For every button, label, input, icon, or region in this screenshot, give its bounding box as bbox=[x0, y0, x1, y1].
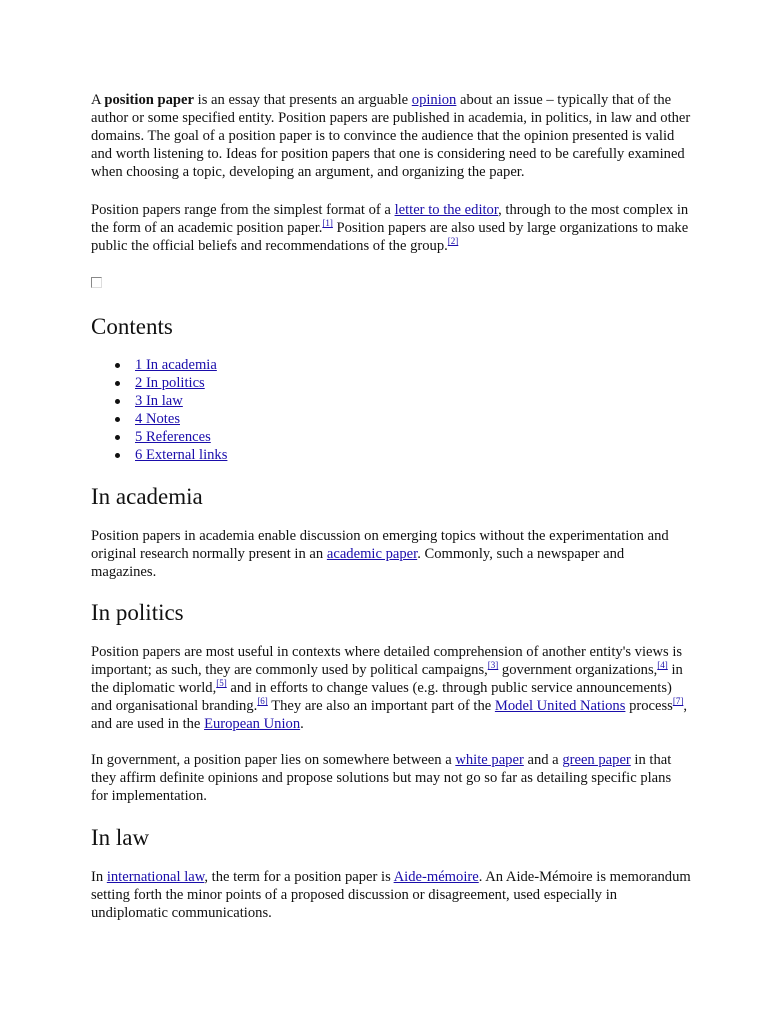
toc-link-in-politics[interactable]: 2 In politics bbox=[135, 375, 205, 391]
government-text-middle: and a bbox=[523, 752, 563, 768]
contents-heading: Contents bbox=[91, 314, 173, 339]
toc-link-in-law[interactable]: 3 In law bbox=[135, 393, 183, 409]
academia-paragraph bbox=[91, 527, 691, 581]
reference-link-7[interactable]: [7] bbox=[672, 696, 684, 706]
green-paper-link[interactable]: green paper bbox=[562, 752, 631, 768]
toc-item bbox=[91, 410, 227, 428]
formats-text-end: Position papers are also used by large organizations to make public the official beliefs and recommendations of the group. bbox=[91, 220, 689, 254]
politics-text-6: process bbox=[625, 698, 673, 714]
law-text-end: . An Aide-Mémoire is memorandum setting forth the minor points of a proposed discussion or disagreement, used especially in undiplomatic communications. bbox=[91, 869, 691, 921]
politics-text-1: Position papers are most useful in contexts where detailed comprehension of another entity's views is important; as such, they are commonly used by political campaigns, bbox=[91, 644, 683, 678]
politics-text-2: government organizations, bbox=[498, 662, 658, 678]
toc-item bbox=[91, 356, 227, 374]
government-text-start: In government, a position paper lies on somewhere between a bbox=[91, 752, 456, 768]
opinion-link[interactable]: opinion bbox=[411, 92, 457, 108]
toc-item bbox=[91, 446, 227, 464]
formats-paragraph bbox=[91, 201, 691, 255]
formats-text-start: Position papers range from the simplest format of a bbox=[91, 202, 395, 218]
law-text-start: In bbox=[91, 869, 107, 885]
reference-link-3[interactable]: [3] bbox=[487, 660, 499, 670]
aide-memoire-link[interactable]: Aide-mémoire bbox=[393, 869, 479, 885]
intro-paragraph bbox=[91, 91, 691, 181]
academic-paper-link[interactable]: academic paper bbox=[326, 546, 418, 562]
intro-text-start: A bbox=[91, 92, 105, 108]
politics-paragraph bbox=[91, 643, 691, 733]
reference-link-6[interactable]: [6] bbox=[257, 696, 268, 706]
academia-text-end: . Commonly, such a newspaper and magazines. bbox=[91, 546, 625, 580]
reference-link-1[interactable]: [1] bbox=[322, 218, 333, 228]
toc-link-references[interactable]: 5 References bbox=[135, 429, 211, 445]
law-paragraph bbox=[91, 868, 691, 922]
politics-text-8: . bbox=[300, 716, 304, 732]
government-text-end: in that they affirm definite opinions and propose solutions but may not go so far as detailing specific plans for implementation. bbox=[91, 752, 672, 804]
international-law-link[interactable]: international law bbox=[106, 869, 205, 885]
model-united-nations-link[interactable]: Model United Nations bbox=[494, 698, 626, 714]
politics-text-3: in the diplomatic world, bbox=[91, 662, 683, 696]
toc-item bbox=[91, 428, 227, 446]
toc-link-external-links[interactable]: 6 External links bbox=[135, 447, 228, 463]
intro-text-middle: is an essay that presents an arguable bbox=[194, 92, 412, 108]
in-academia-heading: In academia bbox=[91, 484, 203, 509]
toc-link-notes[interactable]: 4 Notes bbox=[135, 411, 180, 427]
broken-image-icon bbox=[91, 277, 102, 288]
law-text-middle: , the term for a position paper is bbox=[204, 869, 394, 885]
academia-text-start: Position papers in academia enable discussion on emerging topics without the experimentation and original research normally present in an bbox=[91, 528, 669, 562]
toc-item bbox=[91, 374, 227, 392]
position-paper-term: position paper bbox=[104, 92, 194, 108]
toc-item bbox=[91, 392, 227, 410]
reference-link-2[interactable]: [2] bbox=[447, 236, 459, 246]
letter-to-the-editor-link[interactable]: letter to the editor bbox=[394, 202, 499, 218]
politics-text-4: and in efforts to change values (e.g. through public service announcements) and organisational branding. bbox=[91, 680, 672, 714]
reference-link-4[interactable]: [4] bbox=[657, 660, 668, 670]
government-paragraph bbox=[91, 751, 691, 805]
toc-link-in-academia[interactable]: 1 In academia bbox=[135, 357, 217, 373]
politics-text-5: They are also an important part of the bbox=[267, 698, 495, 714]
in-law-heading: In law bbox=[91, 825, 150, 850]
table-of-contents bbox=[91, 356, 227, 464]
politics-text-7: , and are used in the bbox=[91, 698, 687, 732]
in-politics-heading: In politics bbox=[91, 600, 184, 625]
reference-link-5[interactable]: [5] bbox=[216, 678, 227, 688]
intro-text-end: about an issue – typically that of the author or some specified entity. Position papers are published in academia, in politics, in law and other domains. The goal of a position paper is to convince the audience that the opinion presented is valid and worth listening to. Ideas for position papers that one is considering need to be carefully examined when choosing a topic, developing an argument, and organizing the paper. bbox=[91, 92, 691, 180]
white-paper-link[interactable]: white paper bbox=[455, 752, 524, 768]
formats-text-middle: , through to the most complex in the form of an academic position paper. bbox=[91, 202, 689, 236]
european-union-link[interactable]: European Union bbox=[204, 716, 301, 732]
